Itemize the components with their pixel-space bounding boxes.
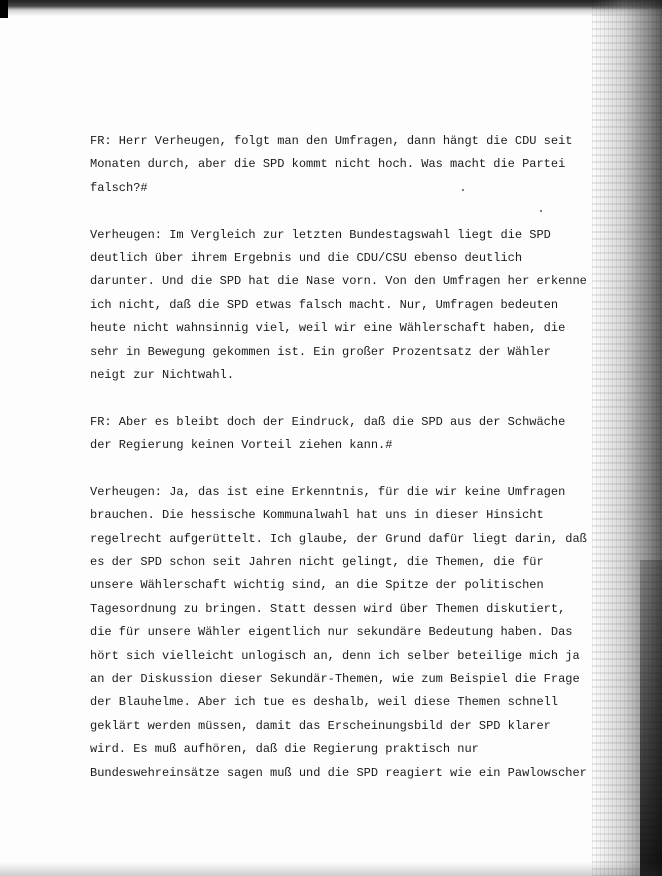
paragraph-question-1 — [90, 130, 590, 200]
text-line: geklärt werden müssen, damit das Erscheinungsbild der SPD klarer — [90, 718, 551, 733]
scan-top-edge — [0, 0, 662, 16]
text-line: Verheugen: Ja, das ist eine Erkenntnis, für die wir keine Umfragen — [90, 484, 566, 499]
scan-corner-mark — [0, 0, 8, 18]
text-line: sehr in Bewegung gekommen ist. Ein großer Prozentsatz der Wähler — [90, 344, 551, 359]
text-line: Tagesordnung zu bringen. Statt dessen wird über Themen diskutiert, — [90, 601, 566, 616]
text-line: neigt zur Nichtwahl. — [90, 367, 235, 382]
paragraph-answer-2 — [90, 481, 590, 785]
paragraph-answer-1 — [90, 224, 590, 388]
text-line: Bundeswehreinsätze sagen muß und die SPD reagiert wie ein Pawlowscher — [90, 765, 587, 780]
text-line: ich nicht, daß die SPD etwas falsch macht. Nur, Umfragen bedeuten — [90, 297, 559, 312]
text-line: der Blauhelme. Aber ich tue es deshalb, weil diese Themen schnell — [90, 695, 559, 710]
text-line: FR: Herr Verheugen, folgt man den Umfragen, dann hängt die CDU seit — [90, 134, 573, 148]
text-line: darunter. Und die SPD hat die Nase vorn. Von den Umfragen her erkenne — [90, 274, 587, 289]
text-line: unsere Wählerschaft wichtig sind, an die Spitze der politischen — [90, 578, 544, 593]
scan-bottom-edge — [0, 862, 662, 876]
text-line: deutlich über ihrem Ergebnis und die CDU/CSU ebenso deutlich — [90, 250, 523, 265]
document-body — [90, 130, 590, 808]
text-line: brauchen. Die hessische Kommunalwahl hat uns in dieser Hinsicht — [90, 508, 544, 523]
text-line: heute nicht wahnsinnig viel, weil wir eine Wählerschaft haben, die — [90, 321, 566, 336]
text-line: an der Diskussion dieser Sekundär-Themen, wie zum Beispiel die Frage — [90, 671, 580, 686]
text-line: FR: Aber es bleibt doch der Eindruck, daß die SPD aus der Schwäche — [90, 414, 566, 429]
paragraph-question-2 — [90, 411, 590, 458]
text-line: Verheugen: Im Vergleich zur letzten Bundestagswahl liegt die SPD — [90, 227, 551, 242]
scan-right-edge-shadow — [640, 560, 662, 876]
text-line: die für unsere Wähler eigentlich nur sekundäre Bedeutung haben. Das — [90, 625, 573, 640]
text-line: regelrecht aufgerüttelt. Ich glaube, der Grund dafür liegt darin, daß — [90, 531, 587, 546]
text-line: der Regierung keinen Vorteil ziehen kann.# — [90, 438, 393, 453]
text-line: es der SPD schon seit Jahren nicht gelingt, die Themen, die für — [90, 555, 544, 570]
text-line: Monaten durch, aber die SPD kommt nicht hoch. Was macht die Partei — [90, 157, 566, 172]
text-line: falsch?# — [90, 180, 148, 195]
text-line: wird. Es muß aufhören, daß die Regierung praktisch nur — [90, 742, 479, 757]
text-line: hört sich vielleicht unlogisch an, denn ich selber beteilige mich ja — [90, 648, 580, 663]
